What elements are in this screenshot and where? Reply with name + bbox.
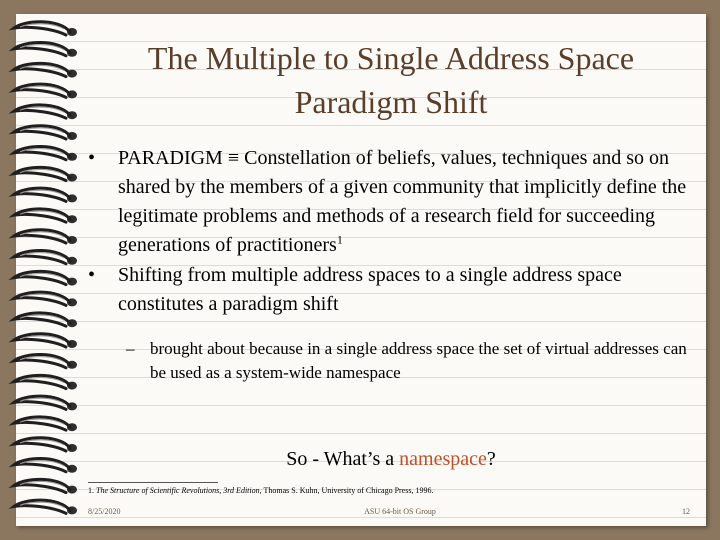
spiral-ring [14,167,77,181]
namespace-question [86,448,696,471]
footnote-book-title: The Structure of Scientific Revolutions, 3rd Edition, [96,486,262,495]
spiral-ring [14,188,77,202]
spiral-ring [14,479,77,493]
sub-bullet-namespace [88,337,698,385]
bullet-shift [88,261,698,319]
spiral-ring [14,63,77,77]
spiral-ring [14,417,77,431]
sub-bullet-text: brought about because in a single address space the set of virtual addresses can be used as a system-wide namespace [150,339,687,382]
title-line-2: Paradigm Shift [294,84,488,120]
spiral-ring [14,230,77,244]
footnote-number: 1. [88,486,94,495]
footer-group: ASU 64-bit OS Group [364,507,436,516]
spiral-ring [14,126,77,140]
bullet-text: PARADIGM ≡ Constellation of beliefs, values, techniques and so on shared by the members of a given community that implicitly define the legitimate problems and methods of a research field for succeeding generations of practitioners [118,147,687,256]
spiral-ring [14,313,77,327]
spiral-ring [14,84,77,98]
bullet-paradigm [88,144,698,260]
bullet-text: Shifting from multiple address spaces to a single address space constitutes a paradigm shift [118,264,622,315]
bullet-marker: • [88,264,96,286]
spiral-ring [14,334,77,348]
footer-page-number: 12 [682,507,690,516]
spiral-ring [14,271,77,285]
sub-bullet-marker: – [126,339,135,358]
footnote-citation: Thomas S. Kuhn, University of Chicago Press, 1996. [261,486,434,495]
footnote-divider [88,482,218,483]
slide-title [86,36,696,124]
question-suffix: ? [486,448,496,470]
footnote-ref: 1 [336,232,343,247]
spiral-ring [14,22,77,36]
footer-date: 8/25/2020 [88,507,121,516]
spiral-ring [14,147,77,161]
footnote [88,486,698,495]
spiral-ring [14,43,77,57]
spiral-ring [14,438,77,452]
spiral-ring [14,355,77,369]
question-highlight: namespace [399,448,487,470]
spiral-ring [14,375,77,389]
bullet-marker: • [88,147,96,169]
spiral-ring [14,105,77,119]
spiral-ring [14,209,77,223]
spiral-ring [14,292,77,306]
spiral-ring [14,459,77,473]
title-line-1: The Multiple to Single Address Space [147,40,635,76]
question-prefix: So - What’s a [286,448,400,470]
spiral-binding [4,18,80,528]
spiral-ring [14,251,77,265]
bullet-list [88,144,698,385]
spiral-ring [14,396,77,410]
